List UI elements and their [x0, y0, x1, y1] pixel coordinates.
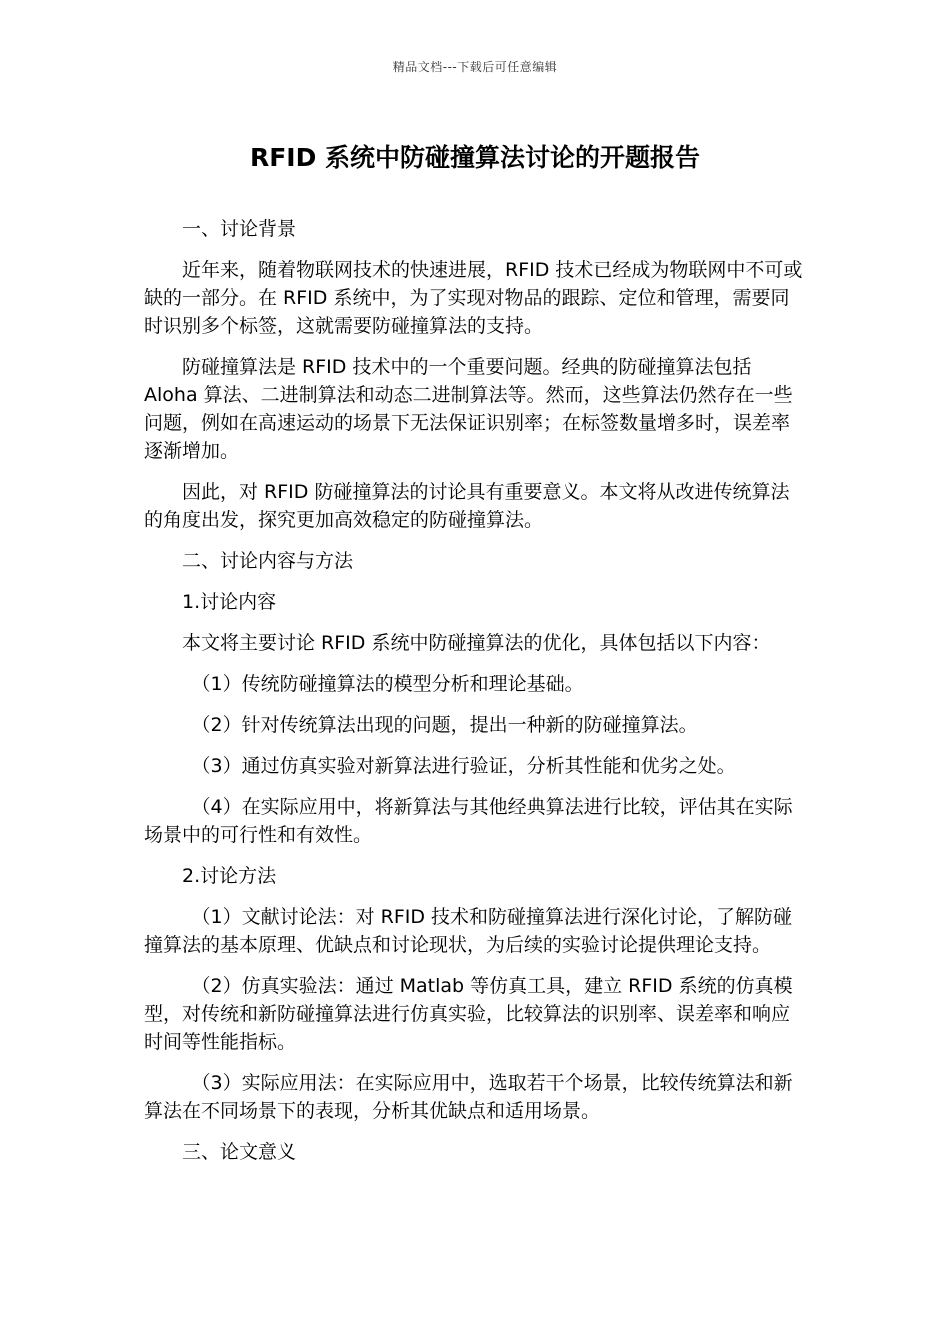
- paragraph: 防碰撞算法是 RFID 技术中的一个重要问题。经典的防碰撞算法包括 Aloha 算法、二进制算法和动态二进制算法等。然而，这些算法仍然存在一些问题，例如在高速运动的场景下无法保证识别率；在标签数量增多时，误差率逐渐增加。: [144, 356, 793, 462]
- list-item: （2）仿真实验法：通过 Matlab 等仿真工具，建立 RFID 系统的仿真模型，对传统和新防碰撞算法进行仿真实验，比较算法的识别率、误差率和响应时间等性能指标。: [144, 975, 793, 1053]
- document-body: [144, 215, 808, 1179]
- paragraph: 近年来，随着物联网技术的快速进展，RFID 技术已经成为物联网中不可或缺的一部分。在 RFID 系统中，为了实现对物品的跟踪、定位和管理，需要同时识别多个标签，这就需要防碰撞算法的支持。: [144, 259, 803, 337]
- list-item: （1）传统防碰撞算法的模型分析和理论基础。: [191, 673, 584, 695]
- list-item: （3）实际应用法：在实际应用中，选取若干个场景，比较传统算法和新算法在不同场景下的表现，分析其优缺点和适用场景。: [144, 1072, 793, 1122]
- paragraph: 本文将主要讨论 RFID 系统中防碰撞算法的优化，具体包括以下内容：: [182, 632, 771, 654]
- list-item: （2）针对传统算法出现的问题，提出一种新的防碰撞算法。: [191, 714, 698, 736]
- paragraph: 因此，对 RFID 防碰撞算法的讨论具有重要意义。本文将从改进传统算法的角度出发，探究更加高效稳定的防碰撞算法。: [144, 481, 790, 531]
- list-item: （3）通过仿真实验对新算法进行验证，分析其性能和优劣之处。: [191, 755, 736, 777]
- list-item: （4）在实际应用中，将新算法与其他经典算法进行比较，评估其在实际场景中的可行性和有效性。: [144, 796, 793, 846]
- section-heading-significance: 三、论文意义: [182, 1141, 297, 1163]
- section-heading-background: 一、讨论背景: [182, 218, 297, 240]
- subsection-heading-content: 1.讨论内容: [182, 591, 277, 613]
- subsection-heading-methods: 2.讨论方法: [182, 865, 277, 887]
- list-item: （1）文献讨论法：对 RFID 技术和防碰撞算法进行深化讨论，了解防碰撞算法的基本原理、优缺点和讨论现状，为后续的实验讨论提供理论支持。: [144, 906, 793, 956]
- header-note: 精品文档---下载后可任意编辑: [392, 60, 558, 74]
- document-title: RFID 系统中防碰撞算法讨论的开题报告: [249, 143, 701, 172]
- section-heading-content-methods: 二、讨论内容与方法: [182, 550, 354, 572]
